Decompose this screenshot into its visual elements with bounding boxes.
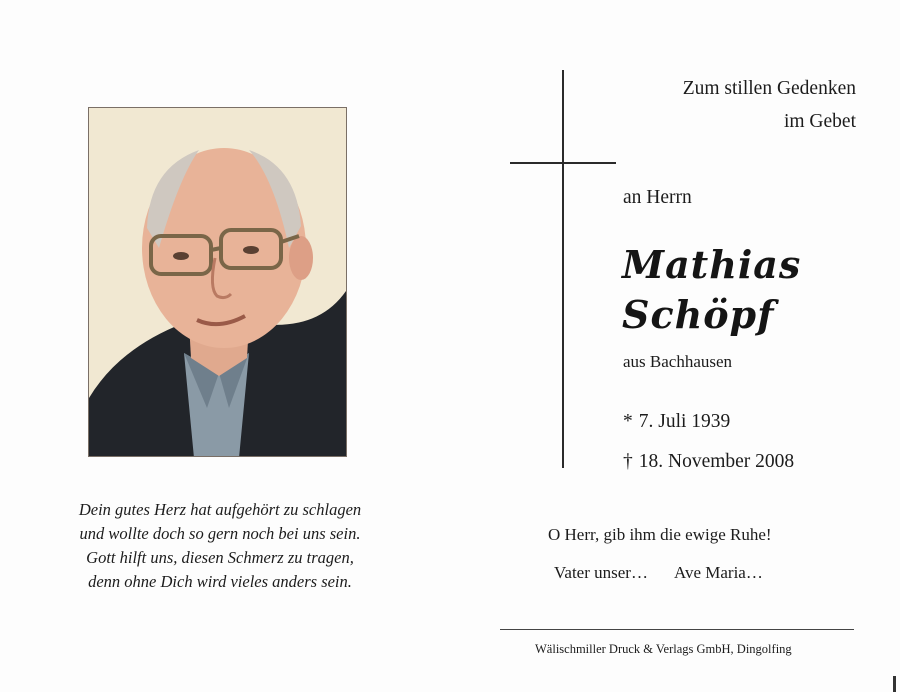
ave-maria: Ave Maria… — [673, 563, 763, 582]
deceased-name — [622, 240, 801, 340]
portrait-illustration — [89, 108, 347, 457]
edge-mark — [893, 676, 896, 692]
birth-date — [623, 411, 730, 433]
vater-unser: Vater unser… — [554, 563, 648, 582]
poem-line: denn ohne Dich wird vieles anders sein. — [88, 572, 352, 591]
poem-line: und wollte doch so gern noch bei uns sein. — [79, 524, 361, 543]
prayer-names — [554, 563, 763, 583]
poem — [40, 498, 400, 594]
memory-heading — [683, 72, 856, 138]
memory-line-1: Zum stillen Gedenken — [682, 78, 856, 99]
poem-line: Gott hilft uns, diesen Schmerz zu tragen, — [86, 548, 354, 567]
cross-icon-horizontal-bar — [510, 162, 616, 164]
last-name: Schöpf — [622, 292, 775, 337]
origin: aus Bachhausen — [623, 352, 733, 371]
portrait-photo — [88, 107, 347, 457]
birth-date-text: 7. Juli 1939 — [638, 411, 731, 432]
poem-line: Dein gutes Herz hat aufgehört zu schlagen — [78, 500, 362, 519]
first-name: Mathias — [622, 242, 802, 287]
cross-icon-vertical-bar — [562, 70, 564, 468]
salutation: an Herrn — [623, 187, 692, 208]
prayer-line: O Herr, gib ihm die ewige Ruhe! — [548, 525, 772, 544]
publisher-imprint: Wälischmiller Druck & Verlags GmbH, Dingolfing — [535, 642, 792, 656]
death-date-text: 18. November 2008 — [638, 451, 795, 472]
memory-line-2: im Gebet — [783, 111, 856, 132]
death-date — [623, 451, 794, 473]
footer-divider — [500, 629, 854, 630]
death-dagger-icon: † — [623, 451, 633, 472]
birth-star-icon: * — [623, 411, 633, 432]
